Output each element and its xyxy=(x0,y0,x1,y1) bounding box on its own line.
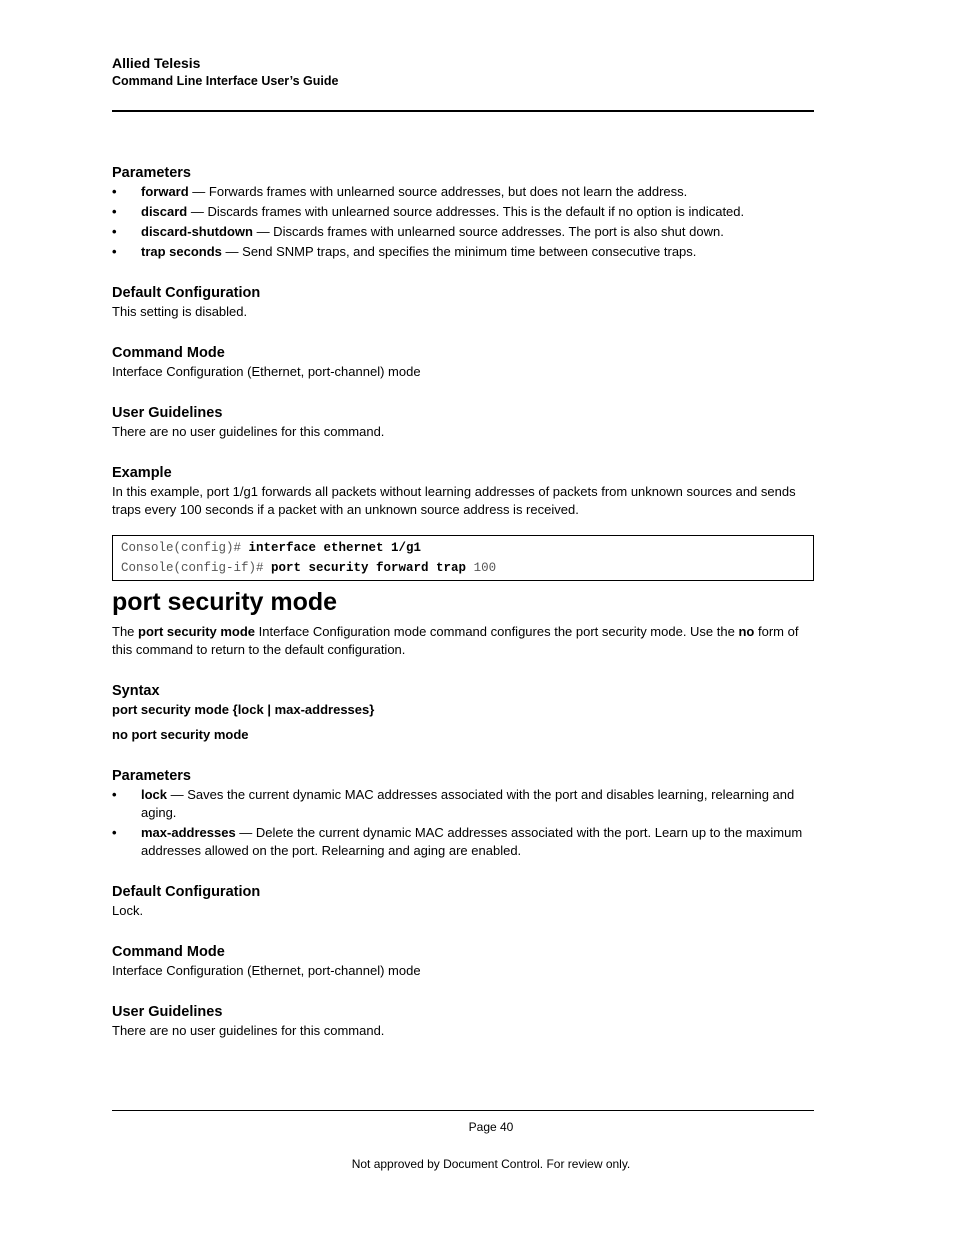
command-mode-heading: Command Mode xyxy=(112,345,225,361)
command-mode-section xyxy=(112,942,814,980)
param-desc: — Send SNMP traps, and specifies the minimum time between consecutive traps. xyxy=(221,244,697,259)
header-rule xyxy=(112,110,814,112)
parameters-list xyxy=(112,786,814,860)
list-item xyxy=(112,183,814,201)
syntax-section xyxy=(112,681,814,744)
code-command: interface ethernet 1/g1 xyxy=(248,541,422,555)
param-desc: — Saves the current dynamic MAC addresses associated with the port and disables learning, relearning and aging. xyxy=(141,787,795,820)
code-line xyxy=(121,538,805,558)
intro-text: The xyxy=(112,624,139,639)
command-mode-text: Interface Configuration (Ethernet, port-channel) mode xyxy=(112,963,421,978)
user-guidelines-text: There are no user guidelines for this command. xyxy=(112,424,385,439)
param-term: trap seconds xyxy=(141,244,222,259)
default-config-heading: Default Configuration xyxy=(112,884,261,900)
user-guidelines-section xyxy=(112,1002,814,1040)
code-line xyxy=(121,558,805,578)
command-mode-text: Interface Configuration (Ethernet, port-channel) mode xyxy=(112,364,421,379)
list-item xyxy=(112,824,814,860)
code-command: port security forward trap xyxy=(271,561,467,575)
param-term: discard xyxy=(141,204,188,219)
footer-rule xyxy=(112,1110,814,1111)
list-item xyxy=(112,203,814,221)
code-argument: 100 xyxy=(466,561,497,575)
list-item xyxy=(112,786,814,822)
header-guide-title: Command Line Interface User’s Guide xyxy=(112,74,339,88)
parameters-list xyxy=(112,183,814,261)
default-config-section xyxy=(112,882,814,920)
bullet-icon: • xyxy=(112,825,117,840)
user-guidelines-text: There are no user guidelines for this command. xyxy=(112,1023,385,1038)
bullet-icon: • xyxy=(112,224,117,239)
main-content xyxy=(112,163,814,1062)
param-term: max-addresses xyxy=(141,825,236,840)
parameters-heading: Parameters xyxy=(112,165,191,181)
param-term: lock xyxy=(141,787,168,802)
param-desc: — Discards frames with unlearned source addresses. This is the default if no option is indicated. xyxy=(187,204,745,219)
default-config-text: Lock. xyxy=(112,903,144,918)
param-desc: — Forwards frames with unlearned source addresses, but does not learn the address. xyxy=(188,184,688,199)
bullet-icon: • xyxy=(112,204,117,219)
user-guidelines-heading: User Guidelines xyxy=(112,1004,223,1020)
syntax-line: no port security mode xyxy=(112,727,249,742)
param-desc: — Discards frames with unlearned source addresses. The port is also shut down. xyxy=(252,224,724,239)
example-section xyxy=(112,463,814,581)
default-config-heading: Default Configuration xyxy=(112,285,261,301)
code-example-box xyxy=(112,535,814,581)
user-guidelines-heading: User Guidelines xyxy=(112,405,223,421)
default-config-section xyxy=(112,283,814,321)
list-item xyxy=(112,243,814,261)
syntax-heading: Syntax xyxy=(112,683,160,699)
bullet-icon: • xyxy=(112,244,117,259)
intro-command-name: port security mode xyxy=(138,624,256,639)
page-number: Page 40 xyxy=(468,1120,514,1134)
command-title: port security mode xyxy=(112,588,338,616)
example-text: In this example, port 1/g1 forwards all packets without learning addresses of packets from unknown sources and sends traps every 100 seconds if a packet with an unknown source address is received. xyxy=(112,484,796,517)
intro-text: form of this command to return to the default configuration. xyxy=(112,624,799,657)
bullet-icon: • xyxy=(112,787,117,802)
parameters-section xyxy=(112,766,814,860)
bullet-icon: • xyxy=(112,184,117,199)
syntax-line: port security mode {lock | max-addresses} xyxy=(112,702,375,717)
param-desc: — Delete the current dynamic MAC addresses associated with the port. Learn up to the maximum addresses allowed on the port. Relearning and aging are enabled. xyxy=(141,825,803,858)
default-config-text: This setting is disabled. xyxy=(112,304,248,319)
command-intro xyxy=(112,623,814,659)
code-prompt: Console(config)# xyxy=(121,541,249,555)
header-company: Allied Telesis xyxy=(112,55,201,71)
param-term: discard-shutdown xyxy=(141,224,253,239)
user-guidelines-section xyxy=(112,403,814,441)
review-note: Not approved by Document Control. For review only. xyxy=(351,1157,631,1171)
parameters-heading: Parameters xyxy=(112,768,191,784)
param-term: forward xyxy=(141,184,189,199)
example-heading: Example xyxy=(112,465,172,481)
intro-text: Interface Configuration mode command configures the port security mode. Use the xyxy=(255,624,739,639)
list-item xyxy=(112,223,814,241)
command-mode-section xyxy=(112,343,814,381)
intro-no-keyword: no xyxy=(738,624,755,639)
code-prompt: Console(config-if)# xyxy=(121,561,272,575)
command-mode-heading: Command Mode xyxy=(112,944,225,960)
parameters-section xyxy=(112,163,814,261)
